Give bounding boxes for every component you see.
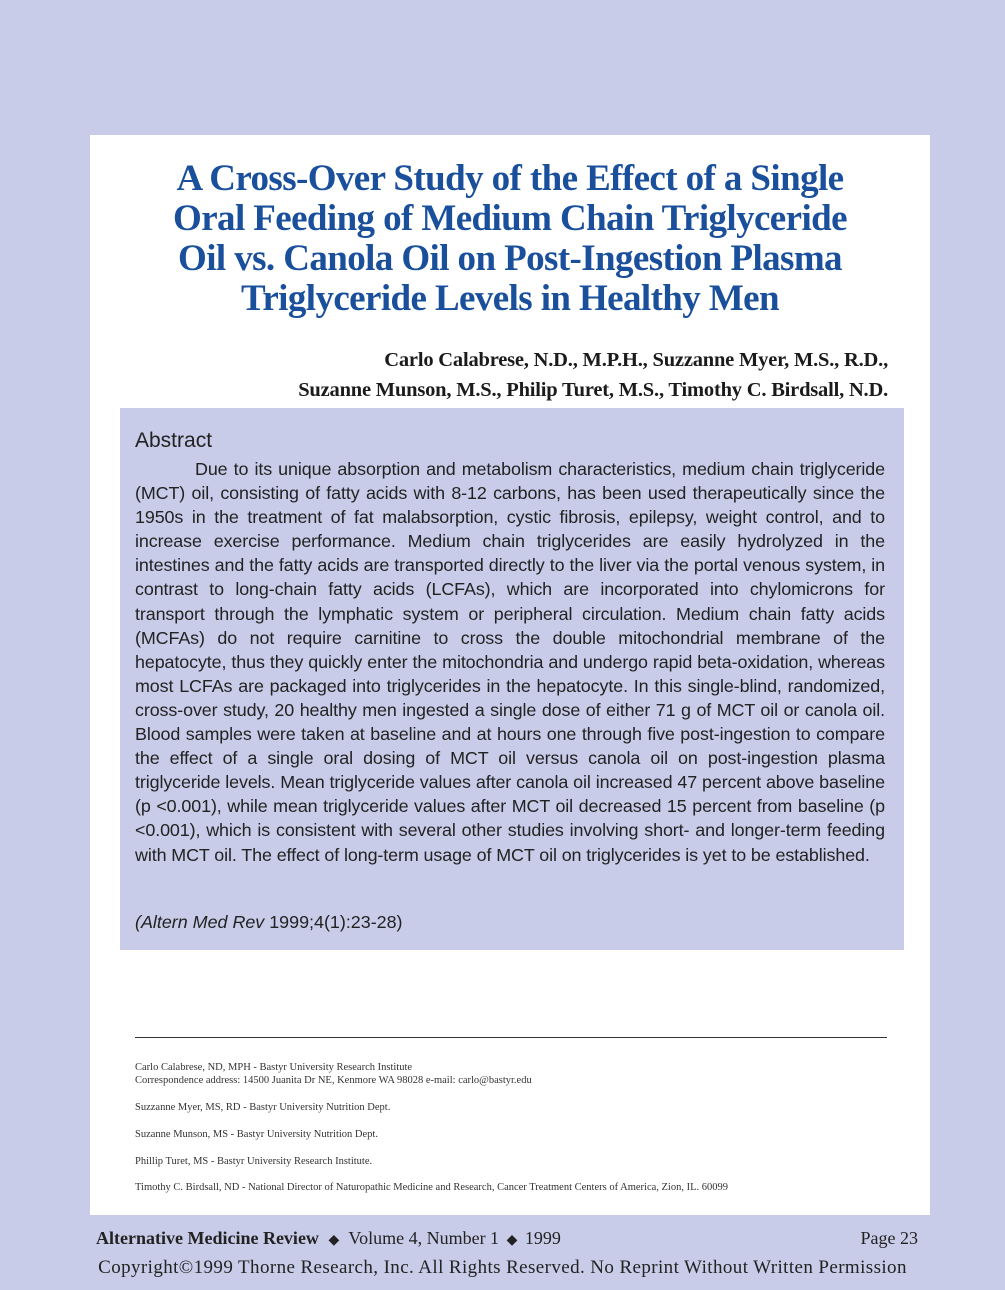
abstract-body: Due to its unique absorption and metabolism characteristics, medium chain triglyceride (MCT) oil, consisting of fatty acids with 8-12 carbons, has been used therapeutically since the 1950s in the treatment of fat malabsorption, cystic fibrosis, epilepsy, weight control, and to increase exercise performance. Medium chain triglycerides are easily hydrolyzed in the intestines and the fatty acids are transported directly to the liver via the portal venous system, in contrast to long-chain fatty acids (LCFAs), which are incorporated into chylomicrons for transport through the lymphatic system or peripheral circulation. Medium chain fatty acids (MCFAs) do not require carnitine to cross the double mitochondrial membrane of the hepatocyte, thus they quickly enter the mitochondria and undergo rapid beta-oxidation, whereas most LCFAs are packaged into triglycerides in the hepatocyte. In this single-blind, randomized, cross-over study, 20 healthy men ingested a single dose of either 71 g of MCT oil or canola oil. Blood samples were taken at baseline and at hours one through five post-ingestion to compare the effect of a single oral dosing of MCT oil versus canola oil on post-ingestion plasma triglyceride levels. Mean triglyceride values after canola oil increased 47 percent above baseline (p <0.001), while mean triglyceride values after MCT oil decreased 15 percent from baseline (p <0.001), which is consistent with several other studies involving short- and longer-term feeding with MCT oil. The effect of long-term usage of MCT oil on triglycerides is yet to be established. — [135, 459, 885, 865]
affiliation-note: Suzzanne Myer, MS, RD - Bastyr University Nutrition Dept. — [135, 1102, 391, 1113]
journal-name: Alternative Medicine Review — [96, 1228, 319, 1248]
citation-details: 1999;4(1):23-28) — [264, 912, 403, 932]
page-number: Page 23 — [860, 1228, 918, 1248]
title-line: Triglyceride Levels in Healthy Men — [241, 278, 779, 319]
diamond-icon: ◆ — [328, 1233, 340, 1248]
affiliation-note: Suzanne Munson, MS - Bastyr University Nutrition Dept. — [135, 1129, 378, 1140]
abstract-box — [120, 408, 904, 950]
copyright-notice: Copyright©1999 Thorne Research, Inc. All Rights Reserved. No Reprint Without Written Permission — [98, 1257, 907, 1278]
volume-info: Volume 4, Number 1 — [348, 1228, 500, 1248]
abstract-heading: Abstract — [135, 429, 213, 452]
diamond-icon: ◆ — [506, 1233, 518, 1248]
author-line: Suzanne Munson, M.S., Philip Turet, M.S., Timothy C. Birdsall, N.D. — [298, 379, 888, 401]
article-page — [90, 135, 930, 1215]
title-line: Oil vs. Canola Oil on Post-Ingestion Plasma — [178, 238, 842, 279]
affiliation-note: Timothy C. Birdsall, ND - National Director of Naturopathic Medicine and Research, Cancer Treatment Centers of America, Zion, IL. 60099 — [135, 1182, 729, 1193]
citation-journal: (Altern Med Rev — [135, 912, 265, 932]
article-title — [90, 159, 930, 319]
footnote-divider — [135, 1037, 887, 1038]
title-line: A Cross-Over Study of the Effect of a Single — [176, 158, 844, 199]
title-line: Oral Feeding of Medium Chain Triglyceride — [173, 198, 847, 239]
affiliation-note: Carlo Calabrese, ND, MPH - Bastyr University Research Institute — [135, 1062, 413, 1073]
author-line: Carlo Calabrese, N.D., M.P.H., Suzzanne Myer, M.S., R.D., — [384, 349, 888, 371]
author-list — [298, 345, 888, 405]
abstract-citation — [135, 912, 403, 933]
footer-journal-info — [96, 1228, 561, 1249]
publication-year: 1999 — [524, 1228, 561, 1248]
affiliation-note: Correspondence address: 14500 Juanita Dr NE, Kenmore WA 98028 e-mail: carlo@bastyr.edu — [135, 1075, 532, 1086]
affiliation-note: Phillip Turet, MS - Bastyr University Research Institute. — [135, 1156, 373, 1167]
